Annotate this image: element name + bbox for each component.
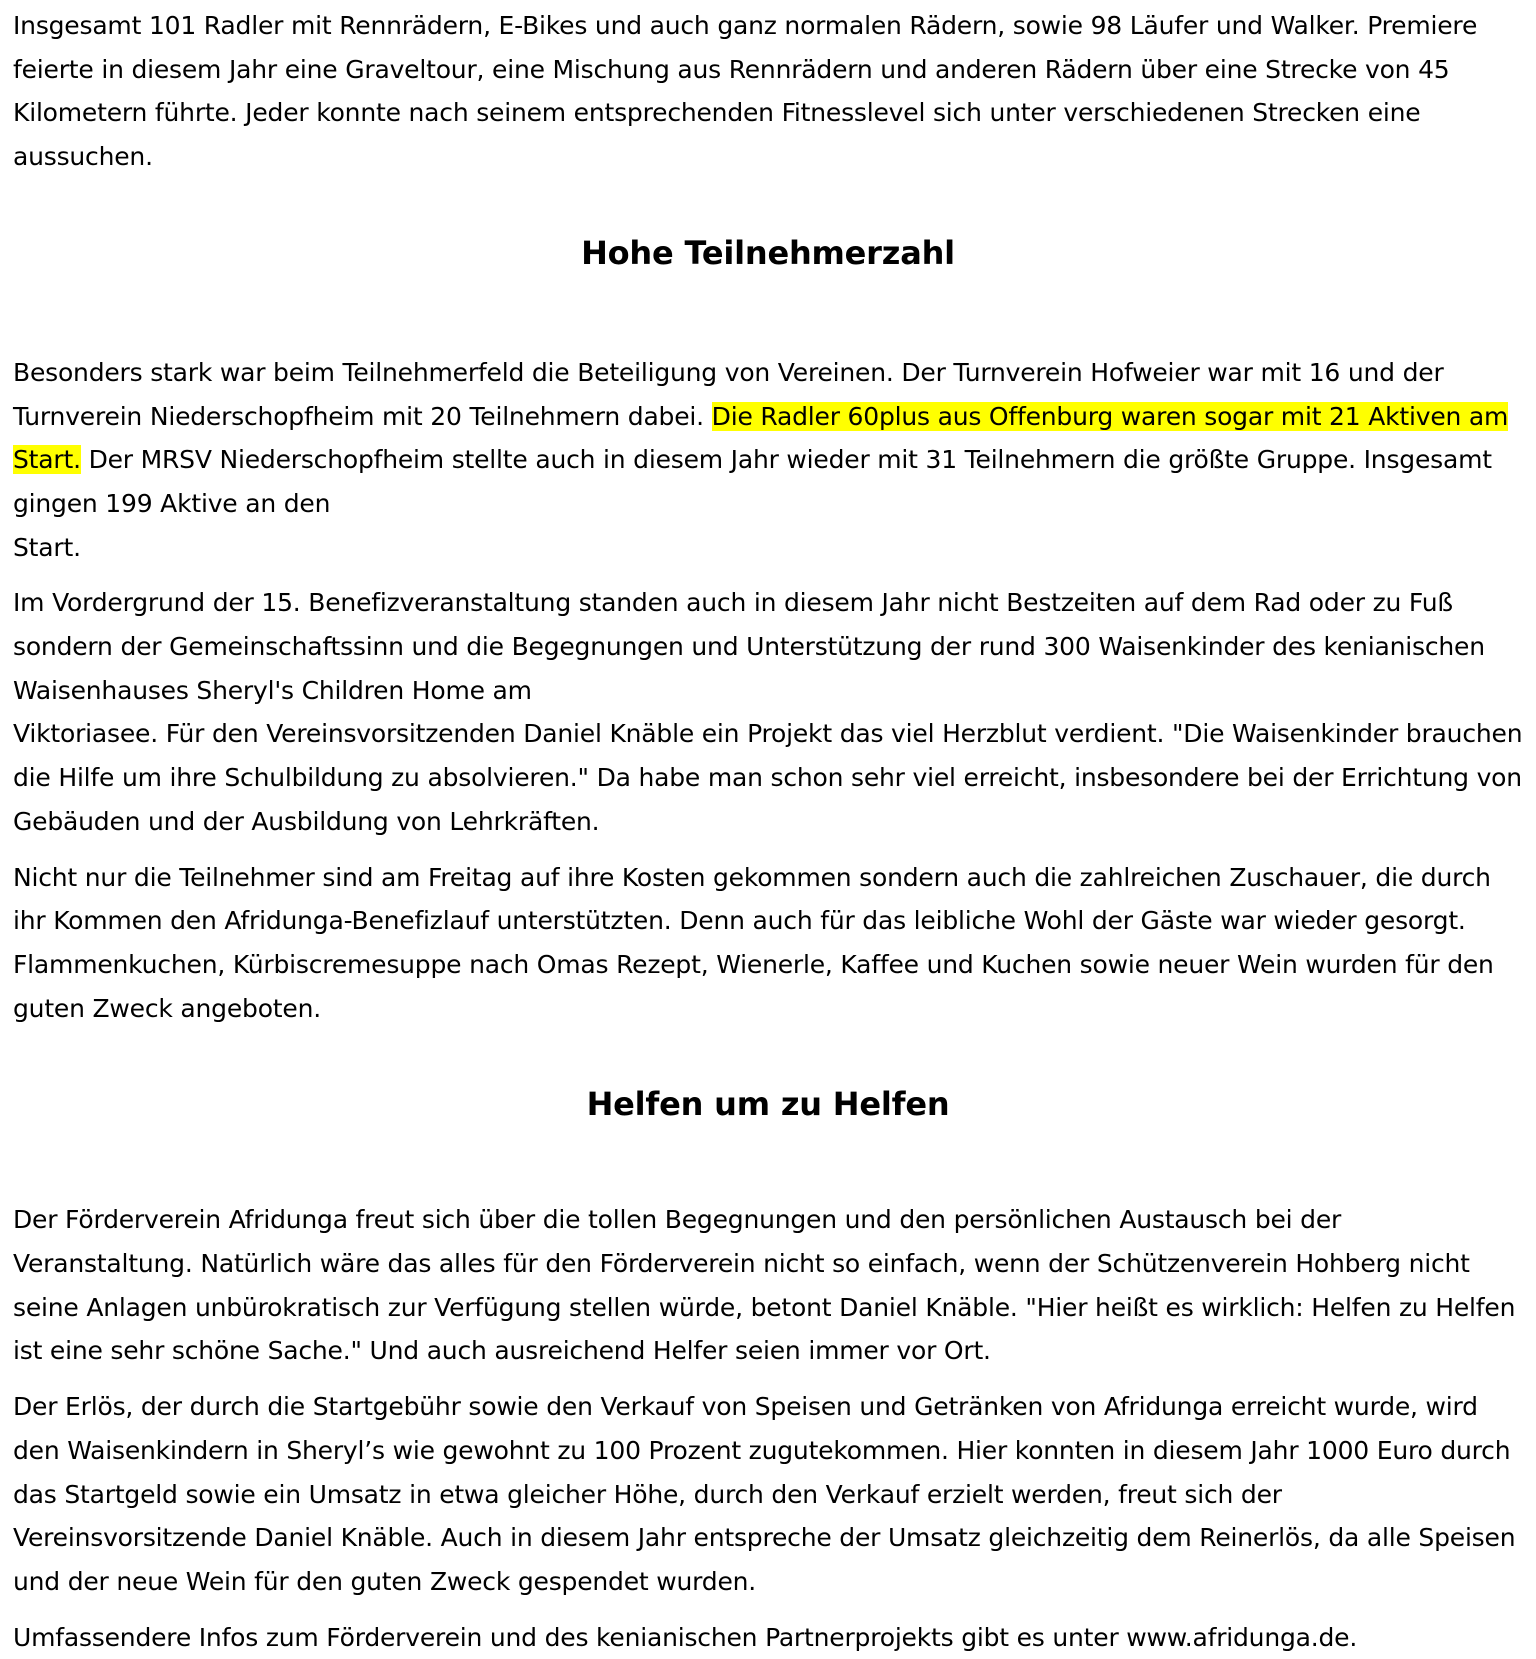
document-body <box>13 0 1523 1659</box>
paragraph-intro: Insgesamt 101 Radler mit Rennrädern, E-Bikes und auch ganz normalen Rädern, sowie 98 Läufer und Walker. Premiere feierte in diesem Jahr eine Graveltour, eine Mischung aus Rennrädern und anderen Rädern über eine Strecke von 45 Kilometern führte. Jeder konnte nach seinem entsprechenden Fitnesslevel sich unter verschiedenen Strecken eine aussuchen. <box>13 11 1478 172</box>
paragraph-vordergrund <box>13 581 1523 843</box>
paragraph-foerderverein: Der Förderverein Afridunga freut sich über die tollen Begegnungen und den persönlichen Austausch bei der Veranstaltung. Natürlich wäre das alles für den Förderverein nicht so einfach, wenn der Schützenverein Hohberg nicht seine Anlagen unbürokratisch zur Verfügung stellen würde, betont Daniel Knäble. "Hier heißt es wirklich: Helfen zu Helfen ist eine sehr schöne Sache." Und auch ausreichend Helfer seien immer vor Ort. <box>13 1205 1516 1366</box>
paragraph-vordergrund-text-continued: Viktoriasee. Für den Vereinsvorsitzenden Daniel Knäble ein Projekt das viel Herzblut verdient. "Die Waisenkinder brauchen die Hilfe um ihre Schulbildung zu absolvieren." Da habe man schon sehr viel erreicht, insbesondere bei der Errichtung von Gebäuden und der Ausbildung von Lehrkräften. <box>13 719 1523 836</box>
heading-hohe-teilnehmerzahl: Hohe Teilnehmerzahl <box>581 233 955 272</box>
paragraph-vereine-text-end: Start. <box>13 532 81 562</box>
paragraph-vereine <box>13 351 1523 570</box>
paragraph-vordergrund-text: Im Vordergrund der 15. Benefizveranstaltung standen auch in diesem Jahr nicht Bestzeiten auf dem Rad oder zu Fuß sondern der Gemeinschaftssinn und die Begegnungen und Unterstützung der rund 300 Waisenkinder des kenianischen Waisenhauses Sheryl's Children Home am <box>13 588 1485 705</box>
paragraph-vereine-text: Besonders stark war beim Teilnehmerfeld die Beteiligung von Vereinen. Der Turnverein Hofweier war mit 16 und der Turnverein Niederschopfheim mit 20 Teilnehmern dabei. <box>13 357 1444 431</box>
paragraph-zuschauer: Nicht nur die Teilnehmer sind am Freitag auf ihre Kosten gekommen sondern auch die zahlreichen Zuschauer, die durch ihr Kommen den Afridunga-Benefizlauf unterstützten. Denn auch für das leibliche Wohl der Gäste war wieder gesorgt. Flammenkuchen, Kürbiscremesuppe nach Omas Rezept, Wienerle, Kaffee und Kuchen sowie neuer Wein wurden für den guten Zweck angeboten. <box>13 862 1494 1023</box>
heading-helfen-um-zu-helfen: Helfen um zu Helfen <box>586 1085 950 1124</box>
highlighted-text: Die Radler 60plus aus Offenburg waren sogar mit 21 Aktiven am Start. <box>13 401 1509 475</box>
paragraph-vereine-text-continued: Der MRSV Niederschopfheim stellte auch in diesem Jahr wieder mit 31 Teilnehmern die größte Gruppe. Insgesamt gingen 199 Aktive an den <box>13 445 1492 518</box>
paragraph-infos: Umfassendere Infos zum Förderverein und des kenianischen Partnerprojekts gibt es unter www.afridunga.de. <box>13 1622 1358 1652</box>
paragraph-erloes: Der Erlös, der durch die Startgebühr sowie den Verkauf von Speisen und Getränken von Afridunga erreicht wurde, wird den Waisenkindern in Sheryl’s wie gewohnt zu 100 Prozent zugutekommen. Hier konnten in diesem Jahr 1000 Euro durch das Startgeld sowie ein Umsatz in etwa gleicher Höhe, durch den Verkauf erzielt werden, freut sich der Vereinsvorsitzende Daniel Knäble. Auch in diesem Jahr entspreche der Umsatz gleichzeitig dem Reinerlös, da alle Speisen und der neue Wein für den guten Zweck gespendet wurden. <box>13 1392 1516 1596</box>
